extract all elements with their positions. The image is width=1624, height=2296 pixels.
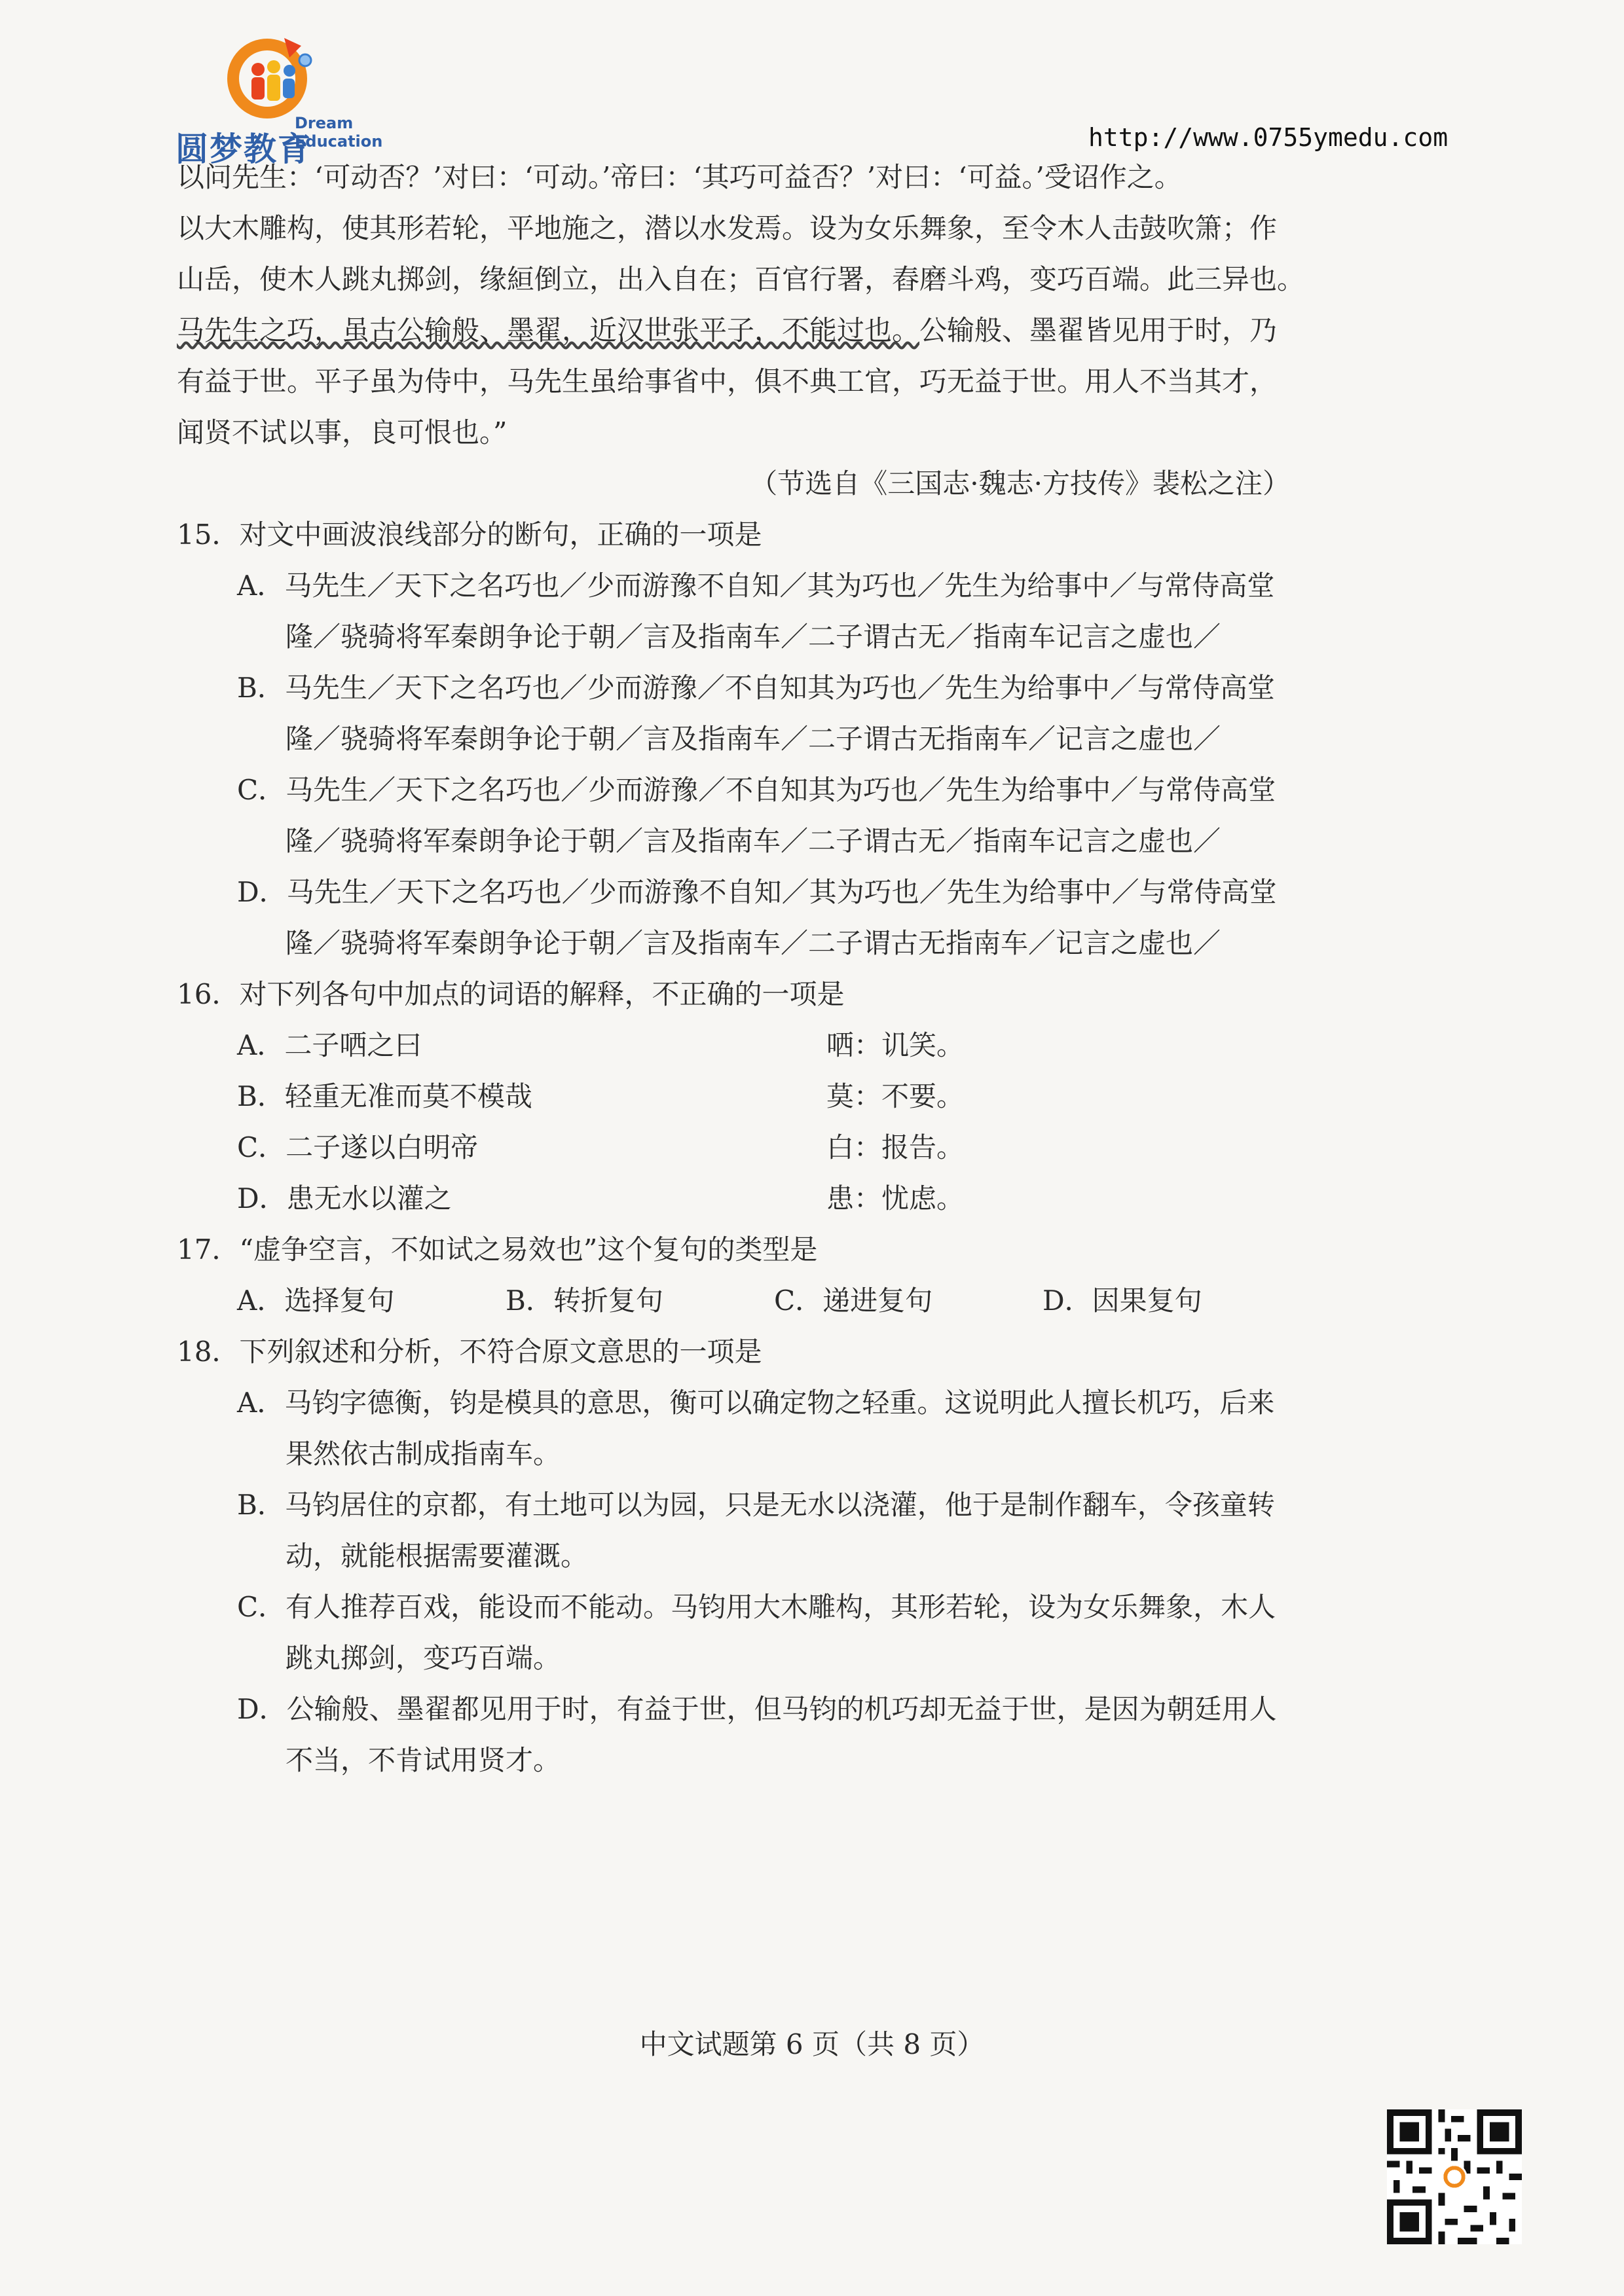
passage bbox=[177, 152, 1362, 509]
option-gloss: 哂：讥笑。 bbox=[826, 1029, 965, 1061]
passage-text: 公输般、墨翟皆见用于时，乃 bbox=[919, 314, 1278, 346]
option-b-line1: B．马钧居住的京都，有土地可以为园，只是无水以浇灌，他于是制作翻车，令孩童转 bbox=[237, 1489, 1275, 1521]
dream-education-logo bbox=[175, 31, 385, 168]
option-d-line2: 隆／骁骑将军秦朗争论于朝／言及指南车／二子谓古无指南车／记言之虚也／ bbox=[286, 927, 1221, 959]
option-a-line1: A．马先生／天下之名巧也／少而游豫不自知／其为巧也／先生为给事中／与常侍高堂 bbox=[237, 570, 1275, 602]
passage-line: 以问先生：‘可动否？’对曰：‘可动。’帝曰：‘其巧可益否？’对曰：‘可益。’受诏作之。 bbox=[177, 161, 1182, 193]
option-d-line2: 不当，不肯试用贤才。 bbox=[286, 1744, 561, 1776]
passage-line bbox=[177, 305, 1362, 356]
option-c-line1: C．有人推荐百戏，能设而不能动。马钧用大木雕构，其形若轮，设为女乐舞象，木人 bbox=[237, 1591, 1276, 1623]
choice-a: A．选择复句 bbox=[237, 1285, 395, 1317]
option-a-line2: 果然依古制成指南车。 bbox=[286, 1438, 561, 1470]
option-sentence: A．二子哂之曰 bbox=[237, 1029, 422, 1061]
passage-source: （节选自《三国志·魏志·方技传》裴松之注） bbox=[750, 467, 1290, 500]
option-sentence: C．二子遂以白明帝 bbox=[237, 1131, 479, 1163]
option-gloss: 患：忧虑。 bbox=[826, 1182, 965, 1214]
question-stem: 15．对文中画波浪线部分的断句，正确的一项是 bbox=[177, 519, 762, 551]
passage-line: 有益于世。平子虽为侍中，马先生虽给事省中，俱不典工官，巧无益于世。用人不当其才， bbox=[177, 365, 1278, 397]
choices-row bbox=[177, 1275, 1362, 1326]
question-17 bbox=[177, 1224, 1362, 1326]
page-header bbox=[0, 0, 1624, 168]
option-gloss: 莫：不要。 bbox=[826, 1080, 965, 1112]
wavy-underlined-text: 马先生之巧，虽古公输般、墨翟，近汉世张平子，不能过也。 bbox=[177, 314, 920, 346]
option-b-line2: 隆／骁骑将军秦朗争论于朝／言及指南车／二子谓古无指南车／记言之虚也／ bbox=[286, 723, 1221, 755]
exam-content bbox=[177, 152, 1362, 1786]
option-sentence: B．轻重无准而莫不模哉 bbox=[237, 1080, 532, 1112]
option-sentence: D．患无水以灌之 bbox=[237, 1182, 452, 1214]
option-b-line1: B．马先生／天下之名巧也／少而游豫／不自知其为巧也／先生为给事中／与常侍高堂 bbox=[237, 672, 1275, 704]
option-a-line2: 隆／骁骑将军秦朗争论于朝／言及指南车／二子谓古无／指南车记言之虚也／ bbox=[286, 621, 1221, 653]
question-16 bbox=[177, 969, 1362, 1224]
question-stem: 18．下列叙述和分析，不符合原文意思的一项是 bbox=[177, 1336, 762, 1368]
passage-line: 以大木雕构，使其形若轮，平地施之，潜以水发焉。设为女乐舞象，至令木人击鼓吹箫；作 bbox=[177, 212, 1278, 244]
question-18 bbox=[177, 1326, 1362, 1786]
question-stem: 16．对下列各句中加点的词语的解释，不正确的一项是 bbox=[177, 978, 845, 1010]
option-a-line1: A．马钧字德衡，钧是模具的意思，衡可以确定物之轻重。这说明此人擅长机巧，后来 bbox=[237, 1387, 1275, 1419]
option-gloss: 白：报告。 bbox=[826, 1131, 965, 1163]
choice-c: C．递进复句 bbox=[774, 1285, 933, 1317]
qr-code-icon bbox=[1387, 2109, 1522, 2244]
logo-cn-text: 圆梦教育 bbox=[175, 130, 312, 168]
page-number: 中文试题第 6 页（共 8 页） bbox=[639, 2028, 985, 2060]
site-url[interactable]: http://www.0755ymedu.com bbox=[1088, 123, 1449, 152]
option-c-line2: 隆／骁骑将军秦朗争论于朝／言及指南车／二子谓古无／指南车记言之虚也／ bbox=[286, 825, 1221, 857]
option-row bbox=[177, 1071, 1362, 1122]
option-c-line1: C．马先生／天下之名巧也／少而游豫／不自知其为巧也／先生为给事中／与常侍高堂 bbox=[237, 774, 1276, 806]
option-row bbox=[177, 1173, 1362, 1224]
option-d-line1: D．马先生／天下之名巧也／少而游豫不自知／其为巧也／先生为给事中／与常侍高堂 bbox=[237, 876, 1277, 908]
option-c-line2: 跳丸掷剑，变巧百端。 bbox=[286, 1642, 561, 1674]
question-stem: 17．“虚争空言，不如试之易效也”这个复句的类型是 bbox=[177, 1233, 818, 1266]
choice-d: D．因果复句 bbox=[1043, 1285, 1202, 1317]
option-row bbox=[177, 1020, 1362, 1071]
logo-en-line2: Education bbox=[295, 132, 383, 151]
option-b-line2: 动，就能根据需要灌溉。 bbox=[286, 1540, 589, 1572]
choice-b: B．转折复句 bbox=[506, 1285, 663, 1317]
logo-en-text bbox=[295, 114, 382, 151]
option-row bbox=[177, 1122, 1362, 1173]
passage-line: 山岳，使木人跳丸掷剑，缘絙倒立，出入自在；百官行署，舂磨斗鸡，变巧百端。此三异也。 bbox=[177, 263, 1305, 295]
logo-en-line1: Dream bbox=[295, 114, 354, 132]
option-d-line1: D．公输般、墨翟都见用于时，有益于世，但马钧的机巧却无益于世，是因为朝廷用人 bbox=[237, 1693, 1277, 1725]
passage-line: 闻贤不试以事，良可恨也。” bbox=[177, 416, 507, 448]
question-15 bbox=[177, 509, 1362, 969]
